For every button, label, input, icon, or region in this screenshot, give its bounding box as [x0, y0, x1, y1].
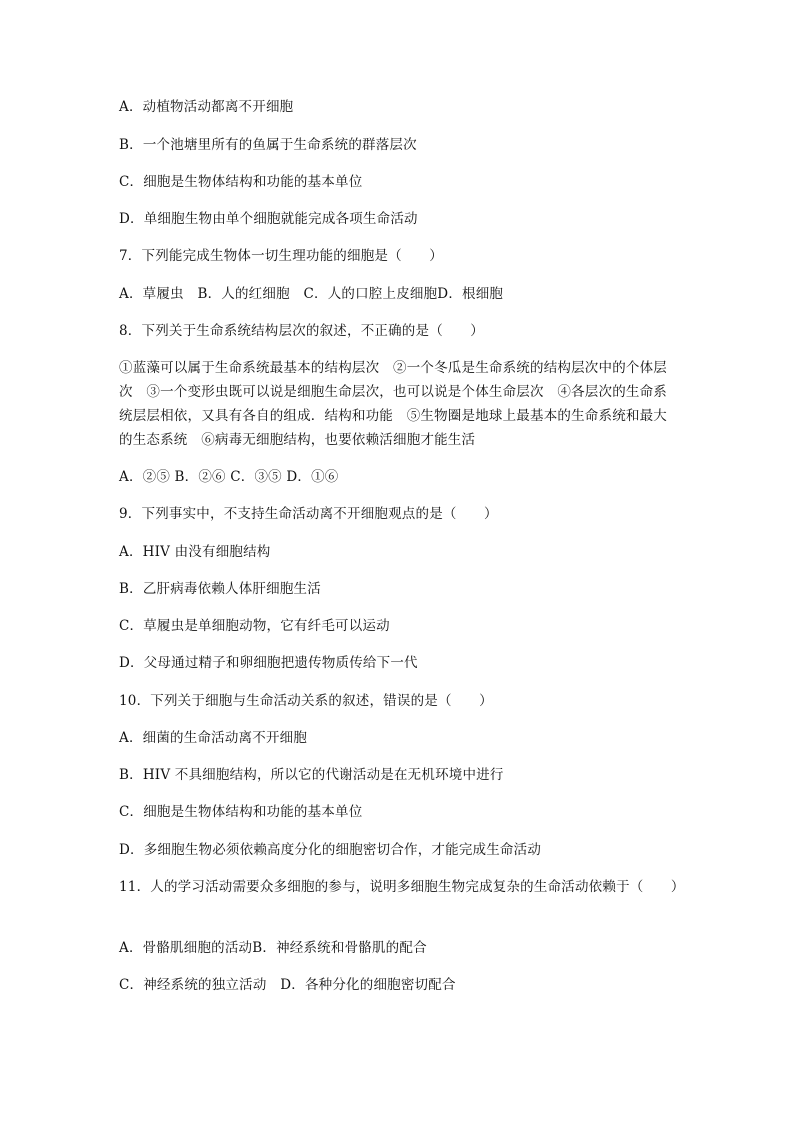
- q6-option-b: B．一个池塘里所有的鱼属于生命系统的群落层次: [119, 137, 417, 153]
- q9-option-a: A．HIV 由没有细胞结构: [119, 544, 271, 560]
- q10-option-b: B．HIV 不具细胞结构，所以它的代谢活动是在无机环境中进行: [119, 767, 504, 783]
- q8-options: A．②⑤ B．②⑥ C．③⑤ D．①⑥: [119, 469, 339, 485]
- q8-statements: ①蓝藻可以属于生命系统最基本的结构层次 ②一个冬瓜是生命系统的结构层次中的个体层次 ③一个变形虫既可以说是细胞生命层次，也可以说是个体生命层次 ④各层次的生命系统层层相依，又具有各自的组成．结构和功能 ⑤生物圈是地球上最基本的生命系统和最大的生态系统 ⑥病毒无细胞结构，也要依赖活细胞才能生活: [119, 360, 667, 448]
- q11-stem: 11．人的学习活动需要众多细胞的参与，说明多细胞生物完成复杂的生命活动依赖于（ ）: [119, 879, 685, 895]
- q11-options-cd: C．神经系统的独立活动 D．各种分化的细胞密切配合: [119, 977, 456, 993]
- q7-stem: 7．下列能完成生物体一切生理功能的细胞是（ ）: [119, 248, 443, 264]
- q10-option-d: D．多细胞生物必须依赖高度分化的细胞密切合作，才能完成生命活动: [119, 842, 542, 858]
- q10-option-a: A．细菌的生命活动离不开细胞: [119, 730, 308, 746]
- q10-option-c: C．细胞是生物体结构和功能的基本单位: [119, 804, 363, 820]
- q9-stem: 9．下列事实中，不支持生命活动离不开细胞观点的是（ ）: [119, 506, 498, 522]
- q9-option-d: D．父母通过精子和卵细胞把遗传物质传给下一代: [119, 655, 418, 671]
- q6-option-a: A．动植物活动都离不开细胞: [119, 99, 294, 115]
- q7-options: A．草履虫 B．人的红细胞 C．人的口腔上皮细胞D．根细胞: [119, 286, 504, 302]
- q10-stem: 10．下列关于细胞与生命活动关系的叙述，错误的是（ ）: [119, 693, 493, 709]
- q9-option-c: C．草履虫是单细胞动物，它有纤毛可以运动: [119, 618, 390, 634]
- q9-option-b: B．乙肝病毒依赖人体肝细胞生活: [119, 581, 321, 597]
- q6-option-c: C．细胞是生物体结构和功能的基本单位: [119, 174, 363, 190]
- q6-option-d: D．单细胞生物由单个细胞就能完成各项生命活动: [119, 211, 418, 227]
- q8-stem: 8．下列关于生命系统结构层次的叙述，不正确的是（ ）: [119, 323, 484, 339]
- q11-options-ab: A．骨骼肌细胞的活动B．神经系统和骨骼肌的配合: [119, 940, 427, 956]
